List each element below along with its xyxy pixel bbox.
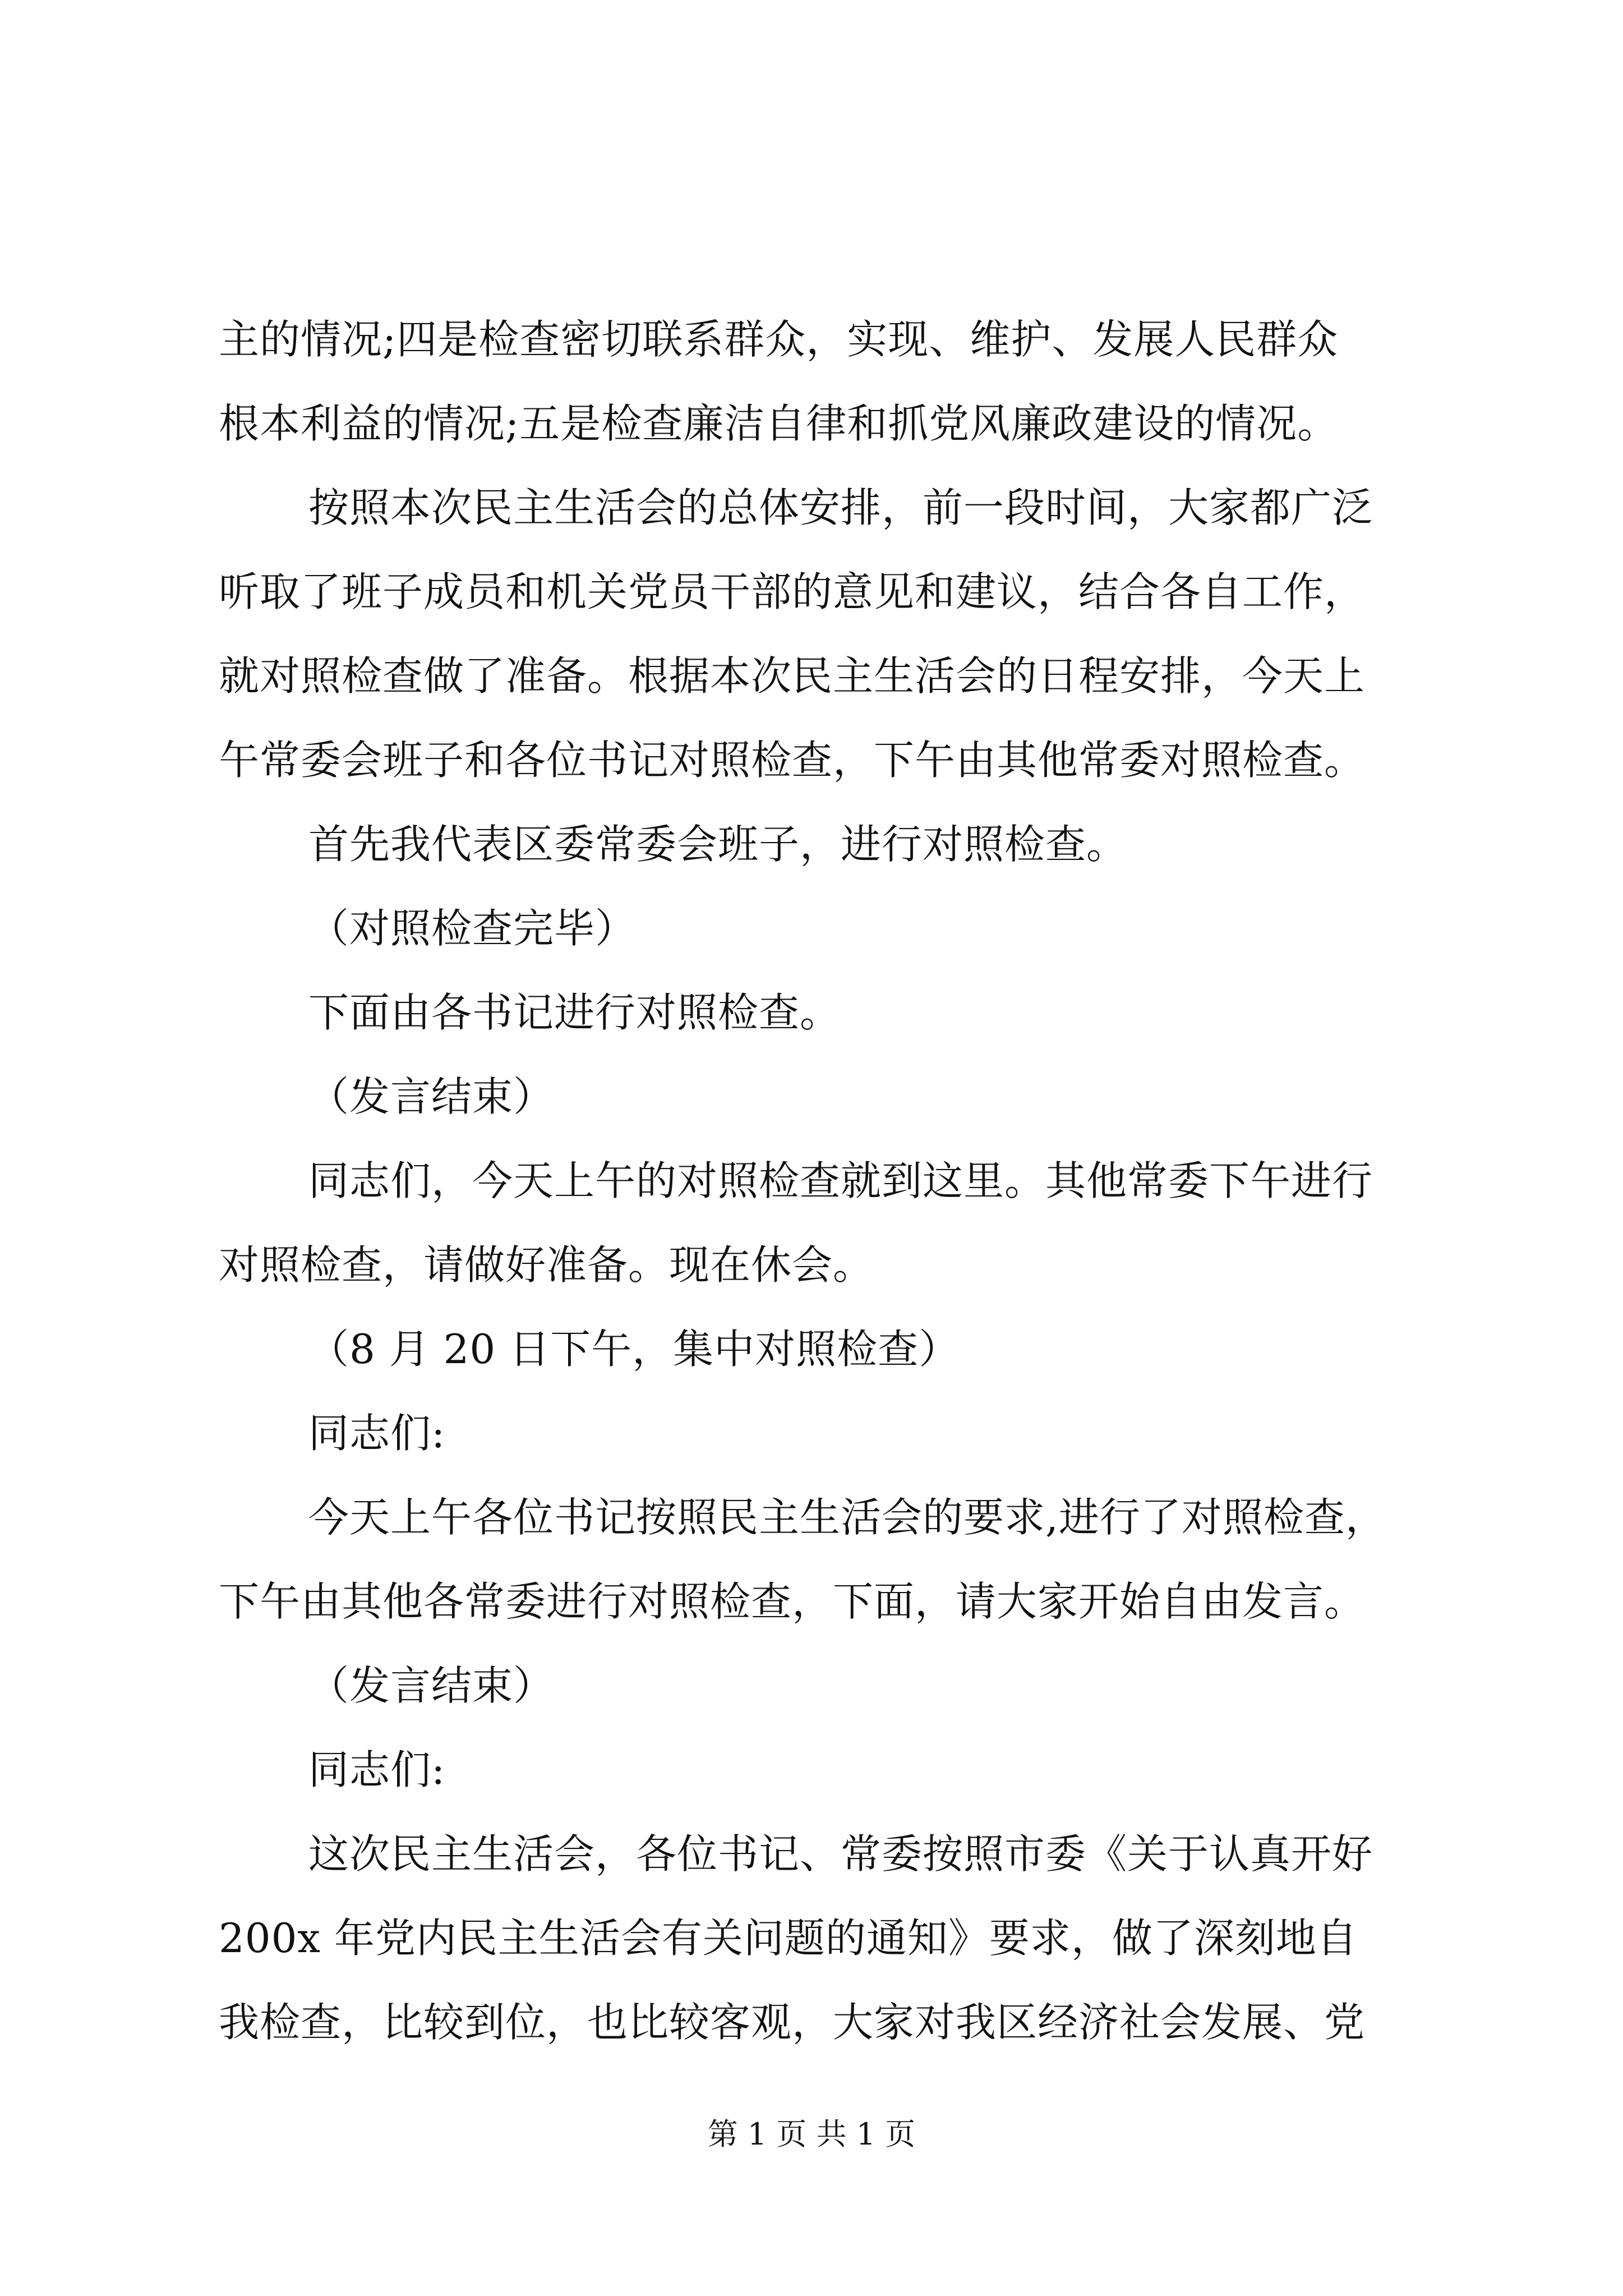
document-body	[219, 297, 1430, 2064]
text-line: 按照本次民主生活会的总体安排，前一段时间，大家都广泛	[308, 484, 1373, 531]
text-line: 就对照检查做了准备。根据本次民主生活会的日程安排，今天上	[219, 652, 1366, 700]
text-line: （对照检查完毕）	[308, 905, 637, 952]
text-line: 下午由其他各常委进行对照检查，下面，请大家开始自由发言。	[219, 1578, 1366, 1625]
text-line: 同志们:	[308, 1746, 446, 1793]
text-line: 主的情况;四是检查密切联系群众，实现、维护、发展人民群众	[219, 316, 1339, 363]
text-line: （发言结束）	[308, 1662, 555, 1709]
text-line: 同志们，今天上午的对照检查就到这里。其他常委下午进行	[308, 1157, 1373, 1204]
text-line: （发言结束）	[308, 1073, 555, 1120]
text-line: 听取了班子成员和机关党员干部的意见和建议，结合各自工作，	[219, 568, 1366, 615]
text-line: 根本利益的情况;五是检查廉洁自律和抓党风廉政建设的情况。	[219, 400, 1339, 447]
page-indicator: 第 1 页 共 1 页	[707, 2116, 916, 2152]
text-line: 首先我代表区委常委会班子，进行对照检查。	[308, 821, 1128, 868]
text-line: 我检查，比较到位，也比较客观，大家对我区经济社会发展、党	[219, 1999, 1366, 2046]
text-line: 这次民主生活会，各位书记、常委按照市委《关于认真开好	[308, 1830, 1373, 1878]
text-line: 同志们:	[308, 1410, 446, 1457]
text-line: （8 月 20 日下午，集中对照检查）	[308, 1326, 960, 1373]
page-footer	[0, 2115, 1623, 2154]
text-line: 今天上午各位书记按照民主生活会的要求,进行了对照检查，	[308, 1494, 1386, 1541]
text-line: 下面由各书记进行对照检查。	[308, 989, 841, 1036]
text-line: 午常委会班子和各位书记对照检查，下午由其他常委对照检查。	[219, 737, 1366, 784]
text-line: 对照检查，请做好准备。现在休会。	[219, 1241, 874, 1289]
text-line: 200x 年党内民主生活会有关问题的通知》要求，做了深刻地自	[219, 1915, 1358, 1962]
